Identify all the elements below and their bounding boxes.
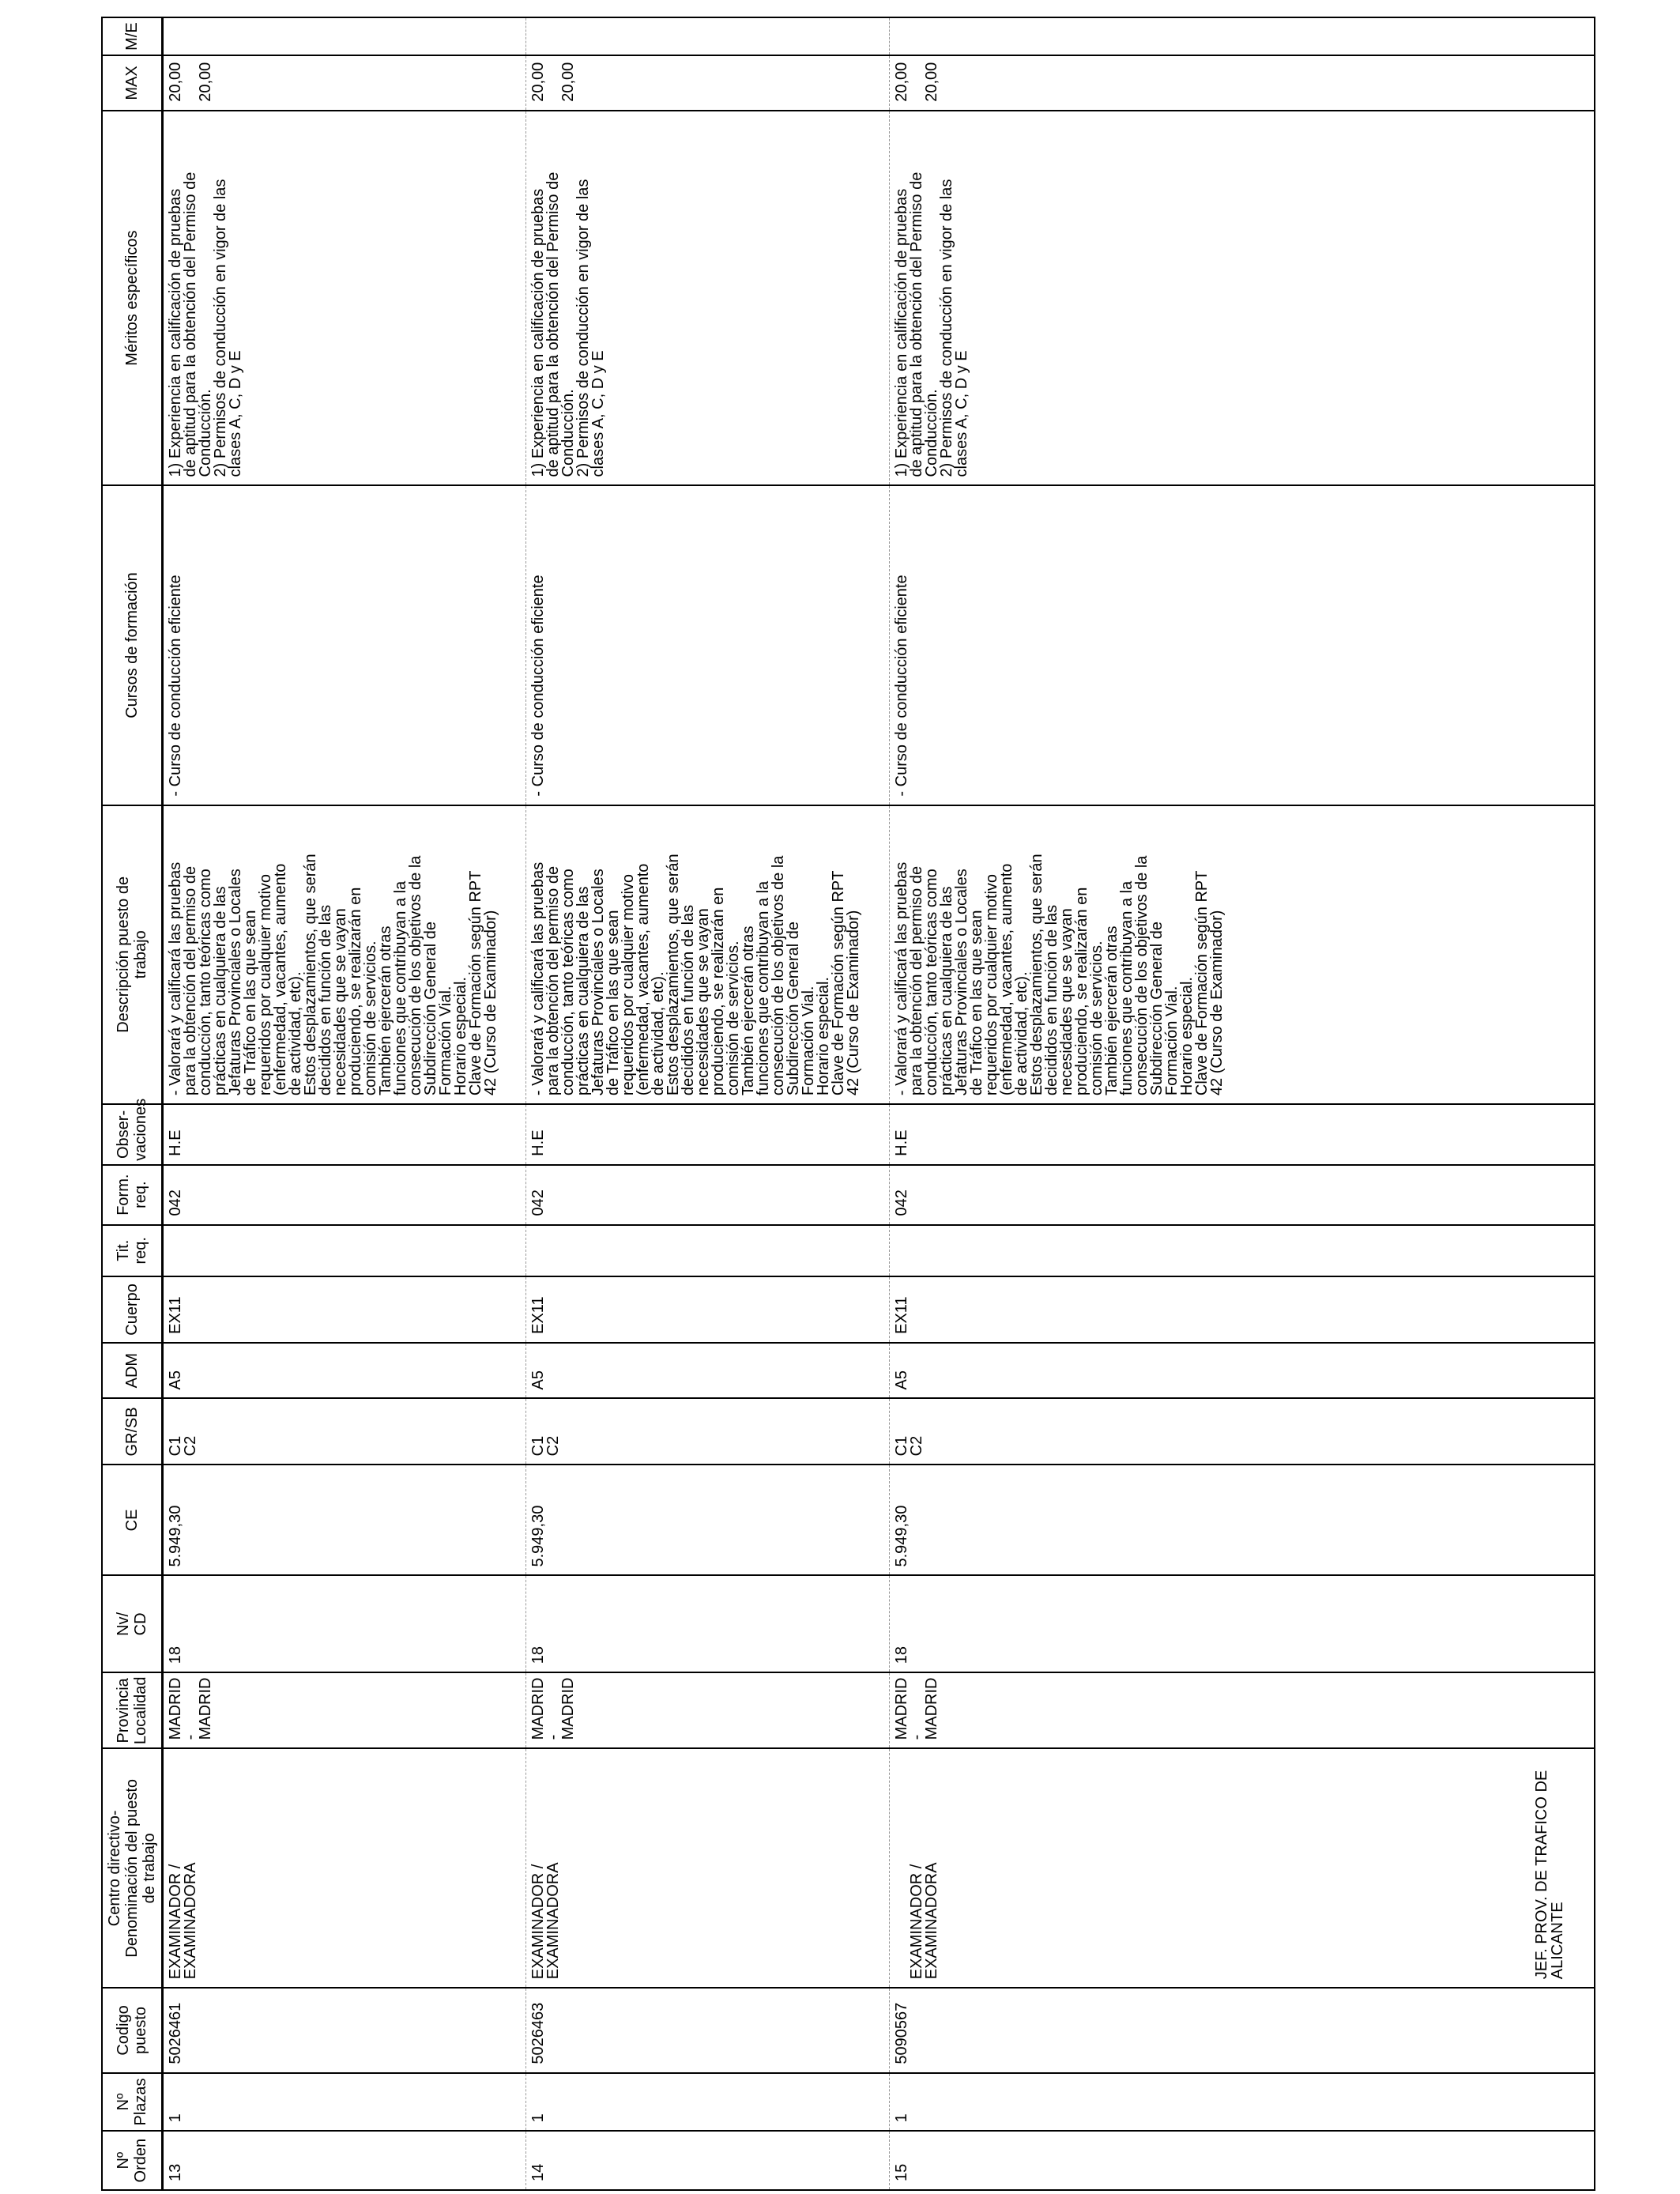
cell-plazas: 1 [163, 2073, 526, 2132]
cell-adm: A5 [526, 1343, 890, 1399]
cell-nivel: 18 [890, 1576, 1595, 1673]
cell-titulacion [526, 1225, 890, 1276]
cell-denominacion: EXAMINADOR / EXAMINADORA [526, 1748, 890, 1988]
header-codigo: Codigo puesto [102, 1988, 163, 2072]
cell-provincia: MADRID - MADRID [526, 1672, 890, 1748]
cell-me [890, 17, 1595, 55]
header-max: MAX [102, 55, 163, 111]
cell-ce: 5.949,30 [890, 1465, 1595, 1575]
header-grupo: GR/SB [102, 1398, 163, 1465]
cell-orden: 13 [163, 2131, 526, 2190]
cell-cuerpo: EX11 [526, 1276, 890, 1343]
cell-nivel: 18 [526, 1576, 890, 1673]
header-adm: ADM [102, 1343, 163, 1399]
header-centro: Centro directivo- Denominación del puesto de trabajo [102, 1748, 163, 1988]
cell-descripcion: - Valorará y calificará las pruebas para la obtención del permiso de conducción, tanto teóricas como prácticas en cualquiera de las Jefaturas Provinciales o Locales de Tráfico en las que sean requeridos por cualquier motivo (enfermedad, vacantes, aumento de actividad, etc). Estos desplazamientos, que serán decididos en función de las necesidades que se vayan produciendo, se realizarán en comisión de servicios. También ejercerán otras funciones que contribuyan a la consecución de los objetivos de la Subdirección General de Formación Vial. Horario especial. Clave de Formación según RPT 42 (Curso de Examinador) [526, 805, 890, 1105]
cell-grupo: C1 C2 [163, 1398, 526, 1465]
cell-orden: 15 [890, 2131, 1595, 2190]
header-cursos: Cursos de formación [102, 485, 163, 805]
cell-denominacion [890, 1748, 1595, 1988]
cell-cuerpo: EX11 [163, 1276, 526, 1343]
header-provincia: Provincia Localidad [102, 1672, 163, 1748]
cell-cursos: - Curso de conducción eficiente [163, 485, 526, 805]
header-titulacion: Tit. req. [102, 1225, 163, 1276]
cell-meritos: 1) Experiencia en calificación de pruebas de aptitud para la obtención del Permiso de Conducción. 2) Permisos de conducción en vigor de las clases A, C, D y E [526, 111, 890, 486]
cell-denominacion: EXAMINADOR / EXAMINADORA [163, 1748, 526, 1988]
cell-formacion: 042 [890, 1165, 1595, 1225]
header-meritos: Méritos específicos [102, 111, 163, 486]
cell-nivel: 18 [163, 1576, 526, 1673]
table-row [163, 17, 526, 2190]
cell-me [163, 17, 526, 55]
cell-orden: 14 [526, 2131, 890, 2190]
header-cuerpo: Cuerpo [102, 1276, 163, 1343]
cell-titulacion [890, 1225, 1595, 1276]
header-observaciones: Obser- vaciones [102, 1104, 163, 1165]
cell-formacion: 042 [526, 1165, 890, 1225]
cell-codigo: 5026463 [526, 1988, 890, 2072]
table-row [526, 17, 890, 2190]
header-plazas: Nº Plazas [102, 2073, 163, 2132]
header-orden: Nº Orden [102, 2131, 163, 2190]
cell-grupo: C1 C2 [526, 1398, 890, 1465]
cell-plazas: 1 [890, 2073, 1595, 2132]
cell-adm: A5 [890, 1343, 1595, 1399]
cell-max: 20,00 20,00 [163, 55, 526, 111]
cell-cursos: - Curso de conducción eficiente [526, 485, 890, 805]
job-positions-table [101, 17, 1595, 2191]
header-nivel: Nv/ CD [102, 1576, 163, 1673]
cell-grupo: C1 C2 [890, 1398, 1595, 1465]
header-formacion: Form. req. [102, 1165, 163, 1225]
cell-plazas: 1 [526, 2073, 890, 2132]
cell-meritos: 1) Experiencia en calificación de pruebas de aptitud para la obtención del Permiso de Conducción. 2) Permisos de conducción en vigor de las clases A, C, D y E [163, 111, 526, 486]
cell-adm: A5 [163, 1343, 526, 1399]
cell-meritos: 1) Experiencia en calificación de pruebas de aptitud para la obtención del Permiso de Conducción. 2) Permisos de conducción en vigor de las clases A, C, D y E [890, 111, 1595, 486]
cell-observaciones: H.E [526, 1104, 890, 1165]
header-me: M/E [102, 17, 163, 55]
header-descripcion: Descripción puesto de trabajo [102, 805, 163, 1105]
cell-descripcion: - Valorará y calificará las pruebas para la obtención del permiso de conducción, tanto teóricas como prácticas en cualquiera de las Jefaturas Provinciales o Locales de Tráfico en las que sean requeridos por cualquier motivo (enfermedad, vacantes, aumento de actividad, etc). Estos desplazamientos, que serán decididos en función de las necesidades que se vayan produciendo, se realizarán en comisión de servicios. También ejercerán otras funciones que contribuyan a la consecución de los objetivos de la Subdirección General de Formación Vial. Horario especial. Clave de Formación según RPT 42 (Curso de Examinador) [890, 805, 1595, 1105]
cell-observaciones: H.E [163, 1104, 526, 1165]
denominacion-text: EXAMINADOR / EXAMINADORA [908, 1862, 940, 1980]
cell-max: 20,00 20,00 [526, 55, 890, 111]
unit-name: JEF. PROV. DE TRAFICO DE ALICANTE [1532, 1770, 1566, 1980]
cell-provincia: MADRID - MADRID [890, 1672, 1595, 1748]
cell-provincia: MADRID - MADRID [163, 1672, 526, 1748]
cell-codigo: 5090567 [890, 1988, 1595, 2072]
table-row [890, 17, 1595, 2190]
cell-descripcion: - Valorará y calificará las pruebas para la obtención del permiso de conducción, tanto teóricas como prácticas en cualquiera de las Jefaturas Provinciales o Locales de Tráfico en las que sean requeridos por cualquier motivo (enfermedad, vacantes, aumento de actividad, etc). Estos desplazamientos, que serán decididos en función de las necesidades que se vayan produciendo, se realizarán en comisión de servicios. También ejercerán otras funciones que contribuyan a la consecución de los objetivos de la Subdirección General de Formación Vial. Horario especial. Clave de Formación según RPT 42 (Curso de Examinador) [163, 805, 526, 1105]
cell-codigo: 5026461 [163, 1988, 526, 2072]
cell-titulacion [163, 1225, 526, 1276]
cell-ce: 5.949,30 [526, 1465, 890, 1575]
cell-me [526, 17, 890, 55]
cell-observaciones: H.E [890, 1104, 1595, 1165]
header-ce: CE [102, 1465, 163, 1575]
cell-max: 20,00 20,00 [890, 55, 1595, 111]
cell-ce: 5.949,30 [163, 1465, 526, 1575]
cell-cuerpo: EX11 [890, 1276, 1595, 1343]
cell-cursos: - Curso de conducción eficiente [890, 485, 1595, 805]
cell-formacion: 042 [163, 1165, 526, 1225]
header-row [102, 17, 163, 2190]
